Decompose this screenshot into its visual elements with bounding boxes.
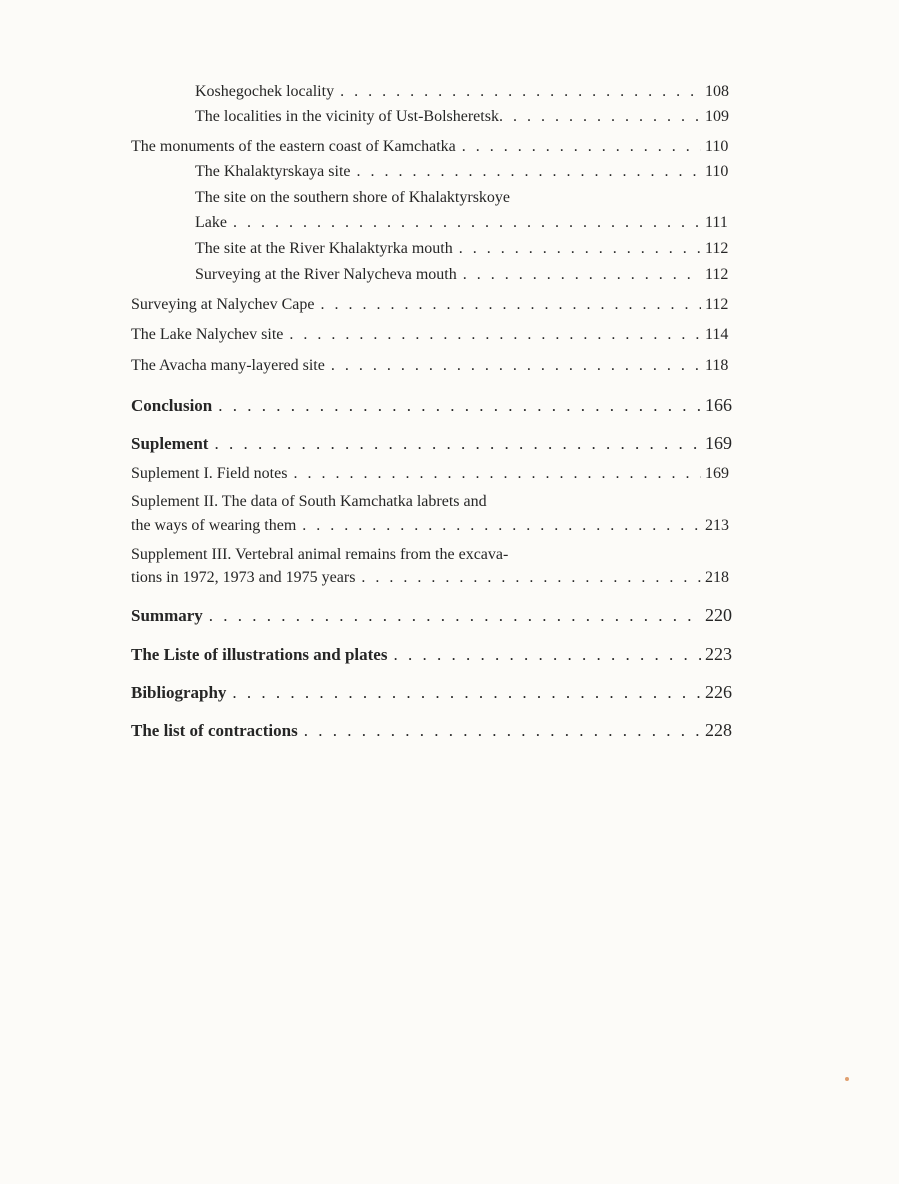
toc-entry [131, 354, 741, 378]
dot-leader [499, 105, 705, 129]
toc-entry [131, 323, 741, 347]
toc-entry-page: 223 [705, 644, 732, 664]
toc-entry-title: The Lake Nalychev site [131, 326, 284, 343]
toc-entry-page: 218 [705, 569, 729, 586]
dot-leader [462, 135, 701, 159]
toc-entry-page: 110 [705, 163, 729, 180]
dot-leader [463, 263, 701, 287]
toc-entry [131, 293, 741, 317]
toc-entry [131, 514, 741, 538]
toc-entry-page: 111 [705, 214, 728, 231]
toc-entry-title: Koshegochek locality [195, 83, 335, 100]
toc-entry-title: Bibliography [131, 683, 227, 702]
toc-entry [131, 642, 741, 666]
toc-entry-page: 118 [705, 357, 729, 374]
toc-entry-title: The site at the River Khalaktyrka mouth [195, 240, 453, 257]
toc-entry-page: 213 [705, 517, 729, 534]
toc-entry-title: The Liste of illustrations and plates [131, 645, 388, 664]
toc-entry-page: 226 [705, 682, 732, 702]
toc-entry-title: The Khalaktyrskaya site [195, 163, 351, 180]
toc-entry-page: 112 [705, 240, 729, 257]
toc-entry-title: Suplement [131, 434, 209, 453]
toc-entry-page: 108 [705, 83, 729, 100]
dot-leader [218, 394, 701, 418]
toc-entry-title: The localities in the vicinity of Ust-Bolsheretsk [195, 108, 499, 125]
toc-entry-title-line2: tions in 1972, 1973 and 1975 years [131, 569, 356, 586]
toc-entry-title: Summary [131, 606, 203, 625]
toc-entry [131, 462, 741, 486]
dot-leader [209, 604, 701, 628]
toc-entry-title: Surveying at the River Nalycheva mouth [195, 266, 457, 283]
toc-entry-page: 110 [705, 138, 729, 155]
toc-entry-page: 169 [705, 465, 729, 482]
toc-entry-title: Surveying at Nalychev Cape [131, 296, 315, 313]
dot-leader [321, 293, 702, 317]
dot-leader [293, 462, 701, 486]
toc-entry [195, 237, 741, 261]
toc-entry [131, 680, 741, 704]
dot-leader [289, 323, 701, 347]
toc-entry [195, 80, 741, 104]
toc-entry-page: 169 [705, 433, 732, 453]
toc-entry [195, 211, 741, 235]
toc-entry-page: 109 [705, 108, 729, 125]
toc-entry-title-line1: Supplement III. Vertebral animal remains from the excava- [131, 546, 509, 563]
toc-entry-title: The monuments of the eastern coast of Kamchatka [131, 138, 456, 155]
dot-leader [304, 719, 701, 743]
dot-leader [340, 80, 701, 104]
dot-leader [331, 354, 701, 378]
toc-entry-title: Conclusion [131, 396, 213, 415]
dot-leader [233, 211, 701, 235]
dot-leader [302, 514, 701, 538]
toc-entry-title: Suplement I. Field notes [131, 465, 288, 482]
dot-leader [459, 237, 701, 261]
dot-leader [232, 681, 701, 705]
dot-leader [214, 432, 701, 456]
toc-entry-title-line1: Suplement II. The data of South Kamchatka labrets and [131, 493, 487, 510]
toc-entry-title-line2: Lake [195, 214, 227, 231]
toc-entry-title-line1: The site on the southern shore of Khalaktyrskoye [195, 189, 511, 206]
toc-entry [195, 263, 741, 287]
toc-entry-title: The list of contractions [131, 721, 298, 740]
paper-speck [845, 1077, 849, 1081]
toc-entry-page: 112 [705, 266, 729, 283]
toc-entry [131, 393, 741, 417]
toc-entry [131, 135, 741, 159]
toc-entry-page: 112 [705, 296, 729, 313]
toc-entry [131, 566, 741, 590]
toc-entry [195, 160, 741, 184]
dot-leader [361, 566, 701, 590]
toc-entry-title-line2: the ways of wearing them [131, 517, 297, 534]
toc-entry [131, 431, 741, 455]
toc-entry-page: 166 [705, 395, 732, 415]
dot-leader [393, 643, 701, 667]
toc-entry [195, 105, 741, 129]
toc-entry-page: 114 [705, 326, 729, 343]
toc-entry-page: 220 [705, 605, 732, 625]
toc-entry [131, 718, 741, 742]
toc-entry-title: The Avacha many-layered site [131, 357, 325, 374]
dot-leader [357, 160, 702, 184]
toc-entry [131, 603, 741, 627]
toc-entry-page: 228 [705, 720, 732, 740]
